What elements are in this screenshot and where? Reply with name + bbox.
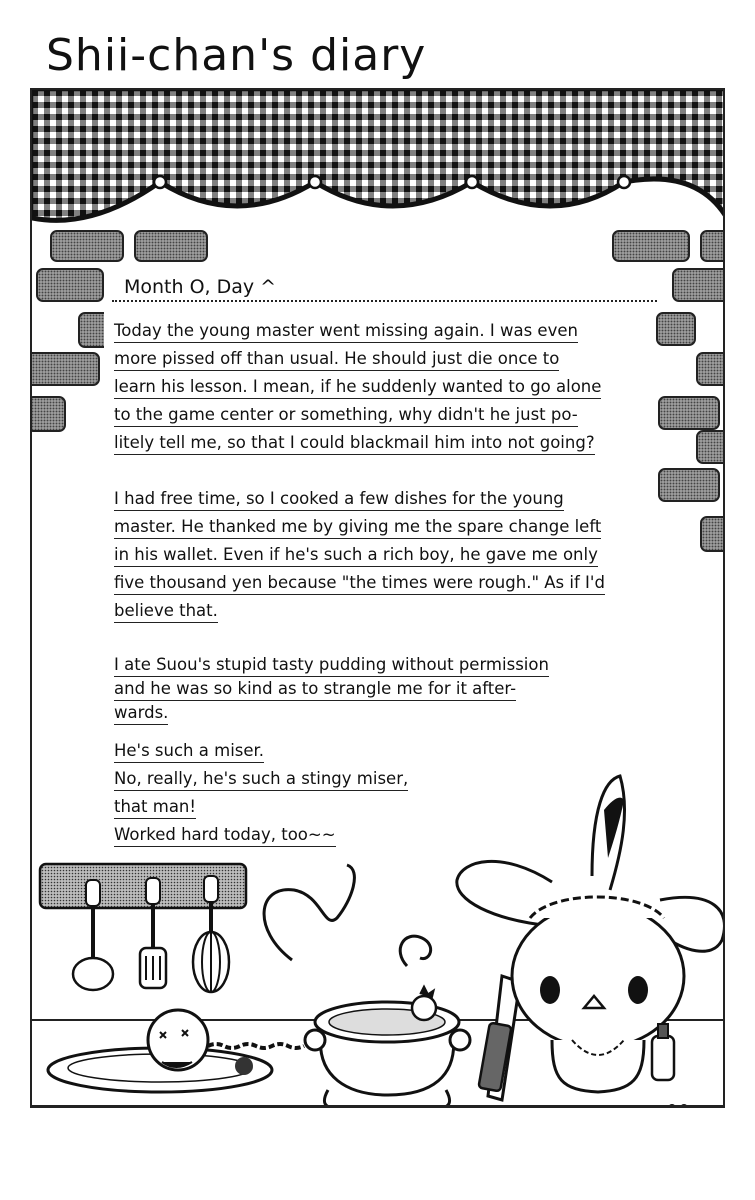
diary-line: to the game center or something, why didn't he just po- [114,404,578,427]
wall-brick [134,230,208,262]
date-underline [112,296,657,302]
plate-with-character [48,1010,304,1092]
wall-brick [50,230,124,262]
cooking-pot [305,986,470,1108]
diary-line: more pissed off than usual. He should just die once to [114,348,559,371]
wall-brick [30,352,100,386]
wall-brick [700,230,725,262]
diary-line: He's such a miser. [114,740,264,763]
wall-brick [672,268,725,302]
diary-line: that man! [114,796,196,819]
diary-line: believe that. [114,600,218,623]
wall-brick [612,230,690,262]
diary-line: I had free time, so I cooked a few dishes for the young [114,488,564,511]
diary-line: No, really, he's such a stingy miser, [114,768,408,791]
utensil-rack [40,864,246,992]
entry-date: Month O, Day ^ [124,276,277,298]
wall-brick [658,468,720,502]
diary-line: five thousand yen because "the times were rough." As if I'd [114,572,605,595]
wall-brick [30,396,66,432]
diary-line: wards. [114,702,168,725]
diary-line: master. He thanked me by giving me the spare change left [114,516,601,539]
wall-brick [656,312,696,346]
diary-panel [30,88,725,1108]
gingham-curtain [32,90,725,230]
wall-brick [696,352,725,386]
diary-line: and he was so kind as to strangle me for it after- [114,678,516,701]
diary-line: in his wallet. Even if he's such a rich boy, he gave me only [114,544,598,567]
diary-line: learn his lesson. I mean, if he suddenly wanted to go alone [114,376,601,399]
diary-line: Today the young master went missing again. I was even [114,320,578,343]
wall-brick [696,430,725,464]
wall-brick [700,516,725,552]
diary-line: I ate Suou's stupid tasty pudding without permission [114,654,549,677]
wall-brick [36,268,104,302]
diary-line: litely tell me, so that I could blackmail him into not going? [114,432,595,455]
diary-line: Worked hard today, too~~ [114,824,336,847]
wall-brick [658,396,720,430]
kitchen-illustration [32,740,725,1108]
page-title: Shii-chan's diary [46,30,427,81]
